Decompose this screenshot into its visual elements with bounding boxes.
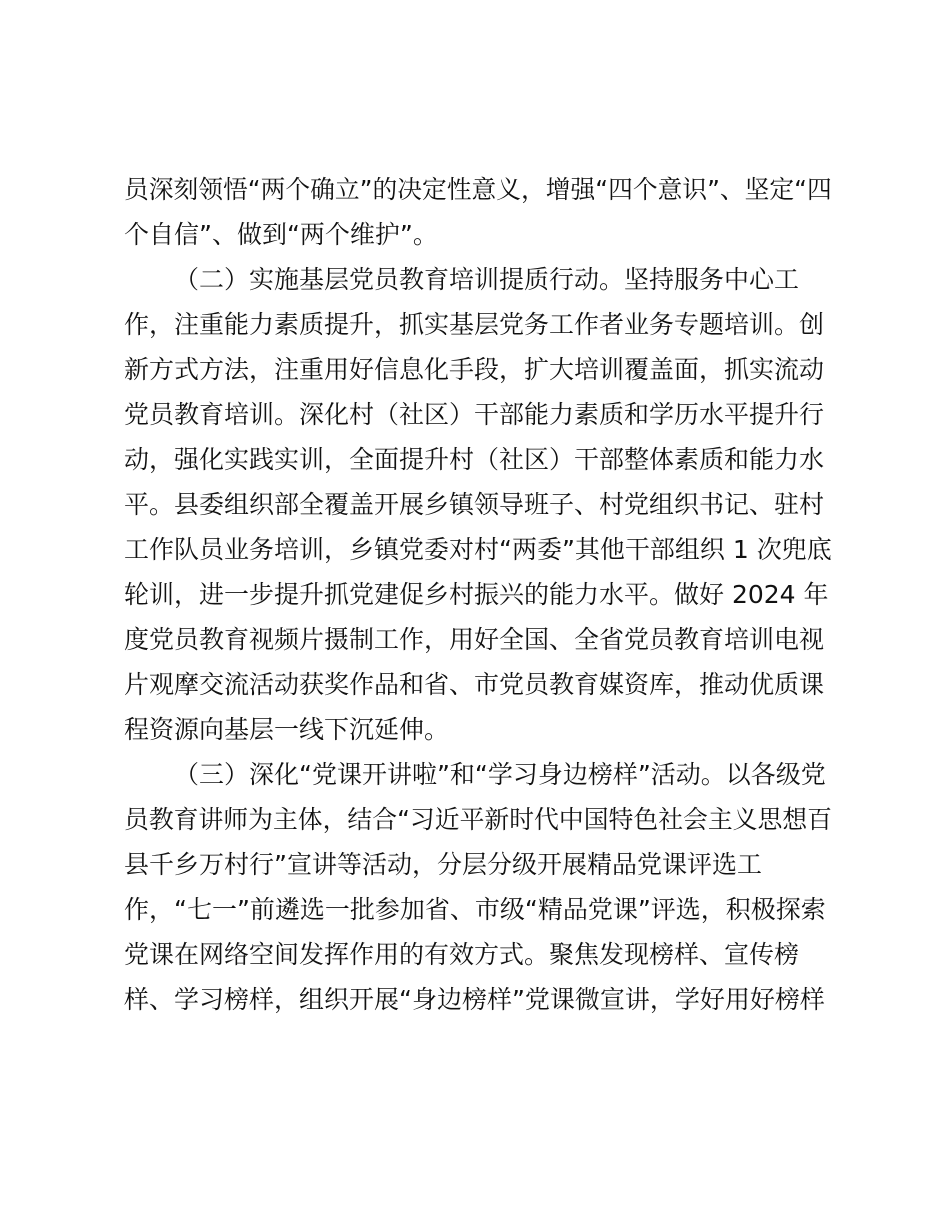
text-line: 程资源向基层一线下沉延伸。 — [124, 715, 450, 744]
text-line: 党员教育培训。深化村（社区）干部能力素质和学历水平提升行 — [124, 400, 825, 429]
text-line: 员教育讲师为主体，结合“习近平新时代中国特色社会主义思想百 — [124, 805, 832, 834]
section-heading-line: （二）实施基层党员教育培训提质行动。坚持服务中心工 — [174, 265, 800, 294]
text-line: 工作队员业务培训，乡镇党委对村“两委”其他干部组织 1 次兜底 — [124, 535, 832, 564]
text-line: 样、学习榜样，组织开展“身边榜样”党课微宣讲，学好用好榜样 — [124, 985, 825, 1014]
text-line: 党课在网络空间发挥作用的有效方式。聚焦发现榜样、宣传榜 — [124, 940, 800, 969]
text-line: 县千乡万村行”宣讲等活动，分层分级开展精品党课评选工 — [124, 850, 762, 879]
text-line: 度党员教育视频片摄制工作，用好全国、全省党员教育培训电视 — [124, 625, 825, 654]
section-heading-line: （三）深化“党课开讲啦”和“学习身边榜样”活动。以各级党 — [174, 760, 826, 789]
text-line: 员深刻领悟“两个确立”的决定性意义，增强“四个意识”、坚定“四 — [124, 175, 832, 204]
text-line: 个自信”、做到“两个维护”。 — [124, 220, 438, 249]
text-line: 轮训，进一步提升抓党建促乡村振兴的能力水平。做好 2024 年 — [124, 580, 829, 609]
text-line: 作，“七一”前遴选一批参加省、市级“精品党课”评选，积极探索 — [124, 895, 826, 924]
text-line: 片观摩交流活动获奖作品和省、市党员教育媒资库，推动优质课 — [124, 670, 825, 699]
text-line: 平。县委组织部全覆盖开展乡镇领导班子、村党组织书记、驻村 — [124, 490, 825, 519]
text-line: 动，强化实践实训，全面提升村（社区）干部整体素质和能力水 — [124, 445, 825, 474]
text-line: 新方式方法，注重用好信息化手段，扩大培训覆盖面，抓实流动 — [124, 355, 825, 384]
text-line: 作，注重能力素质提升，抓实基层党务工作者业务专题培训。创 — [124, 310, 825, 339]
